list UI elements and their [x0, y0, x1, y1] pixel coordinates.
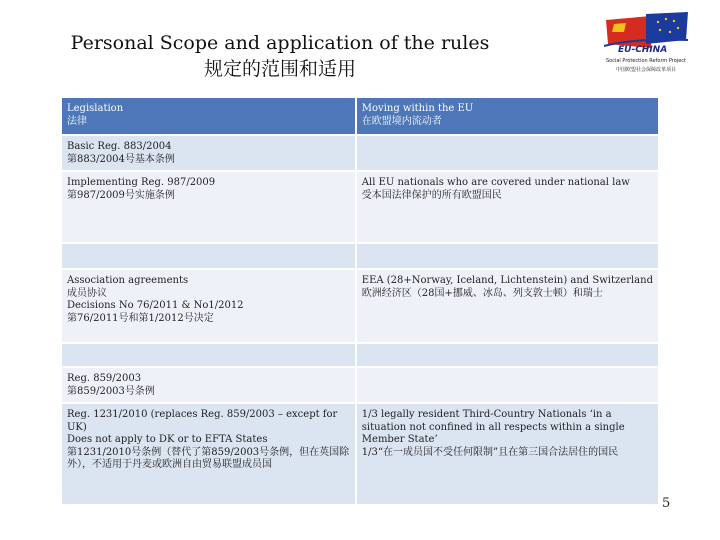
row-scope-cell — [357, 404, 658, 504]
cell-text: 第1231/2010号条例（替代了第859/2003号条例，但在英国除外），不适用于丹麦或欧洲自由贸易联盟成员国 — [67, 446, 350, 470]
row-legislation-cell — [62, 136, 355, 170]
table-row — [62, 270, 658, 342]
logo-caption-english: Social Protection Reform Project — [606, 58, 686, 64]
row-legislation-cell — [62, 368, 355, 402]
cell-text: Implementing Reg. 987/2009 — [67, 177, 216, 188]
header-legislation — [62, 98, 355, 134]
slide-title — [40, 30, 520, 82]
cell-text: 第883/2004号基本条例 — [67, 153, 175, 165]
table-row — [62, 368, 658, 402]
table-row — [62, 172, 658, 242]
header-moving-en: Moving within the EU — [361, 103, 474, 114]
cell-text: EEA (28+Norway, Iceland, Lichtenstein) and Switzerland — [361, 275, 653, 286]
cell-text: Decisions No 76/2011 & No1/2012 — [67, 300, 244, 311]
row-legislation-cell — [62, 244, 355, 268]
eu-china-logo — [596, 10, 696, 85]
cell-text: Reg. 859/2003 — [67, 373, 142, 384]
table-header-row — [62, 98, 658, 134]
table-row — [62, 244, 658, 268]
row-legislation-cell — [62, 404, 355, 504]
cell-text: Reg. 1231/2010 (replaces Reg. 859/2003 – except for UK) — [67, 409, 338, 433]
title-english: Personal Scope and application of the rules — [70, 32, 490, 54]
header-moving-zh: 在欧盟境内流动者 — [361, 115, 442, 127]
table-row — [62, 344, 658, 366]
row-scope-cell — [357, 136, 658, 170]
logo-caption-chinese: 中国欧盟社会保障改革项目 — [615, 67, 676, 73]
row-scope-cell — [357, 270, 658, 342]
row-legislation-cell — [62, 270, 355, 342]
title-chinese: 规定的范围和适用 — [203, 58, 356, 80]
cell-text: 第76/2011号和第1/2012号决定 — [67, 312, 214, 324]
table-row — [62, 136, 658, 170]
row-legislation-cell — [62, 344, 355, 366]
cell-text: 受本国法律保护的所有欧盟国民 — [361, 189, 502, 201]
cell-text: Does not apply to DK or to EFTA States — [67, 434, 268, 445]
row-legislation-cell — [62, 172, 355, 242]
header-legislation-zh: 法律 — [67, 115, 87, 127]
logo-brand-text: EU-CHINA — [618, 45, 668, 55]
page-number: 5 — [662, 496, 671, 511]
cell-text: 欧洲经济区（28国+挪威、冰岛、列支敦士顿）和瑞士 — [361, 287, 603, 299]
cell-text: 成员协议 — [67, 287, 107, 299]
row-scope-cell — [357, 344, 658, 366]
header-moving-within-eu — [357, 98, 658, 134]
rules-table — [60, 96, 660, 506]
cell-text: Basic Reg. 883/2004 — [67, 141, 172, 152]
table-row — [62, 404, 658, 504]
cell-text: All EU nationals who are covered under national law — [361, 177, 630, 188]
row-scope-cell — [357, 368, 658, 402]
cell-text: Association agreements — [67, 275, 189, 286]
row-scope-cell — [357, 172, 658, 242]
header-legislation-en: Legislation — [67, 103, 124, 114]
cell-text: 1/3 legally resident Third-Country Nationals ‘in a situation not confined in all respects within a single Member State’ — [361, 409, 625, 445]
row-scope-cell — [357, 244, 658, 268]
cell-text: 第987/2009号实施条例 — [67, 189, 175, 201]
cell-text: 1/3“在一成员国不受任何限制”且在第三国合法居住的国民 — [361, 446, 619, 458]
cell-text: 第859/2003号条例 — [67, 385, 155, 397]
